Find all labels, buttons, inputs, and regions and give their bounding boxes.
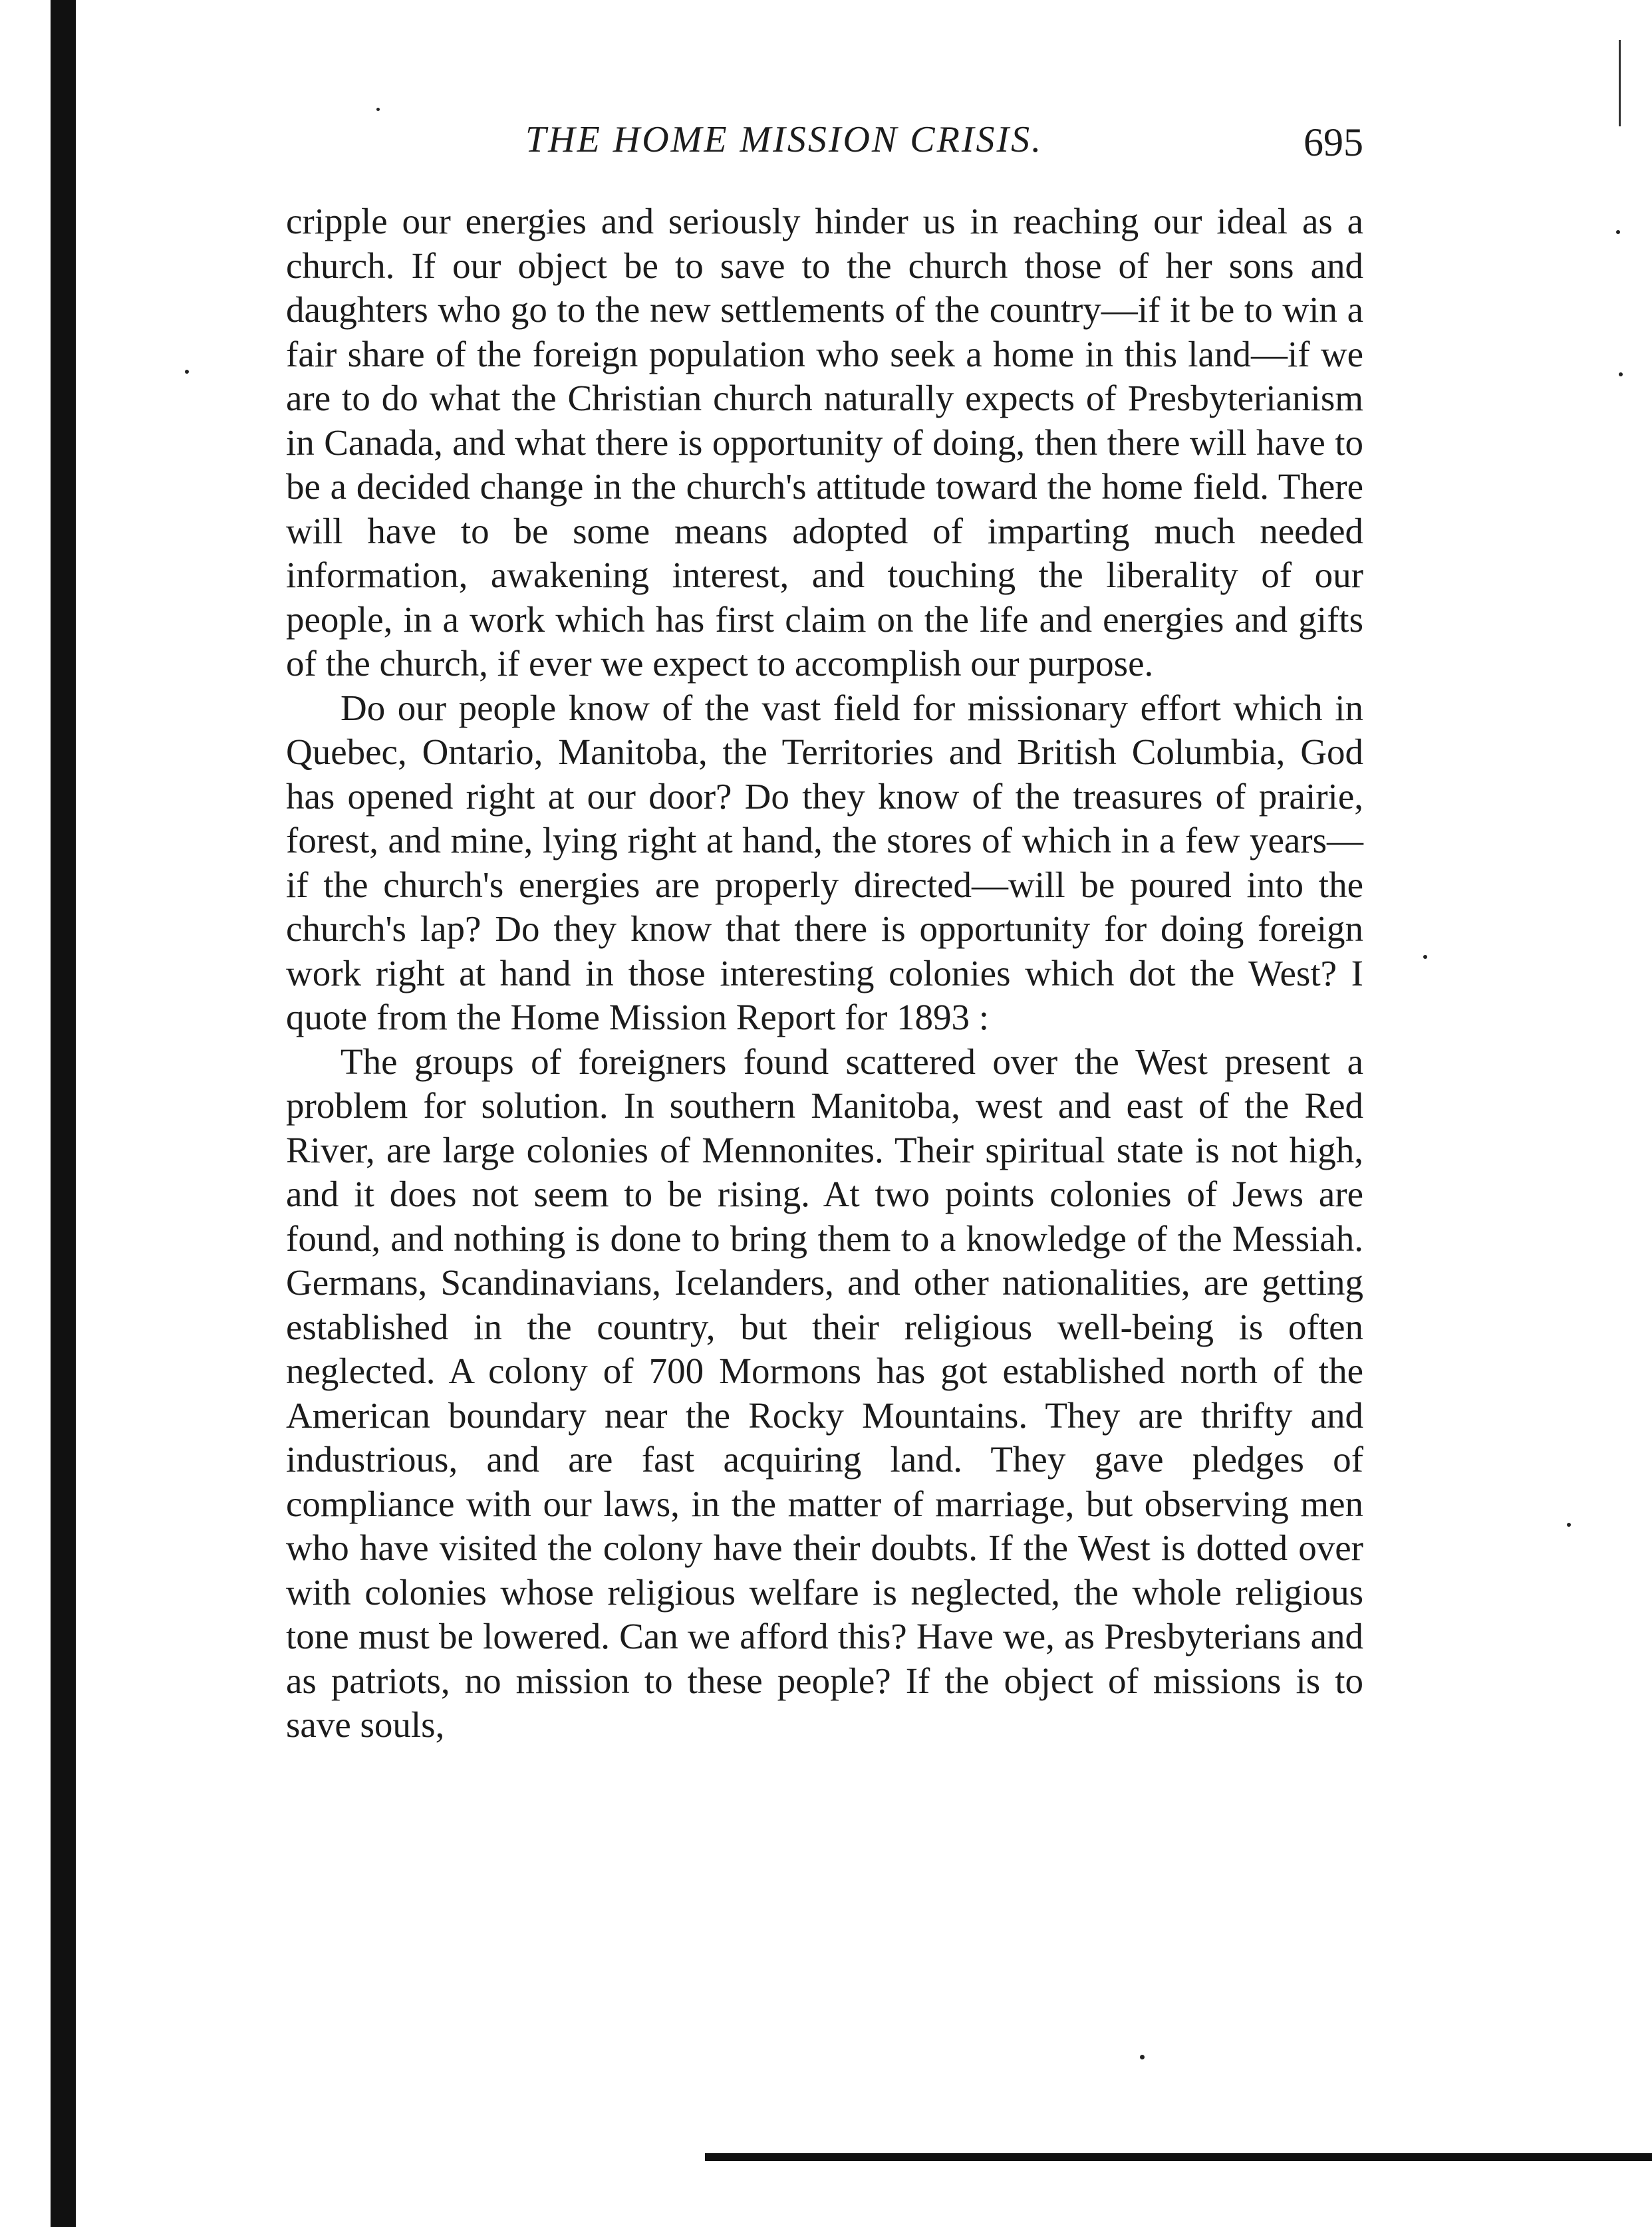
bottom-edge-rule (705, 2153, 1652, 2161)
paragraph: cripple our energies and seriously hinder us in reaching our ideal as a church. If our object be to save to the church those of her sons and daughters who go to the new settlements of the country—if it be to win a fair share of the foreign population who seek a home in this land—if we are to do what the Christian church naturally expects of Presbyterianism in Canada, and what there is opportunity of doing, then there will have to be a decided change in the church's attitude toward the home field. There will have to be some means adopted of imparting much needed information, awakening interest, and touching the liberality of our people, in a work which has first claim on the life and energies and gifts of the church, if ever we expect to accomplish our purpose. (286, 201, 1363, 684)
running-title: THE HOME MISSION CRISIS. (525, 119, 1043, 160)
scan-speck (1616, 230, 1620, 234)
scan-speck (1567, 1523, 1571, 1527)
scan-speck (1619, 372, 1623, 376)
paragraph: The groups of foreigners found scattered over the West present a problem for solution. In southern Manitoba, west and east of the Red River, are large colonies of Mennonites. Their spiritual state is not high, and it does not seem to be rising. At two points colonies of Jews are found, and nothing is done to bring them to a knowledge of the Messiah. Germans, Scandinavians, Icelanders, and other nationalities, are getting established in the country, but their religious well-being is often neglected. A colony of 700 Mormons has got established north of the American boundary near the Rocky Mountains. They are thrifty and industrious, and are fast acquiring land. They gave pledges of compliance with our laws, in the matter of marriage, but observing men who have visited the colony have their doubts. If the West is dotted over with colonies whose religious welfare is neglected, the whole religious tone must be lowered. Can we afford this? Have we, as Presbyterians and as patriots, no mission to these people? If the object of missions is to save souls, (286, 1041, 1363, 1745)
paragraph: Do our people know of the vast field for missionary effort which in Quebec, Ontario, Manitoba, the Territories and British Columbia, God has opened right at our door? Do they know of the treasures of prairie, forest, and mine, lying right at hand, the stores of which in a few years—if the church's energies are properly directed—will be poured into the church's lap? Do they know that there is opportunity for doing foreign work right at hand in those interesting colonies which dot the West? I quote from the Home Mission Report for 1893 : (286, 687, 1363, 1037)
scan-speck (376, 108, 380, 111)
scan-speck (1140, 2055, 1145, 2059)
scan-speck (1423, 955, 1427, 959)
right-edge-mark (1619, 40, 1621, 126)
binding-edge-shadow (51, 0, 76, 2227)
body-text (286, 199, 1363, 1748)
page-number: 695 (1304, 120, 1363, 164)
scan-speck (185, 370, 189, 374)
page-header (286, 113, 1363, 173)
